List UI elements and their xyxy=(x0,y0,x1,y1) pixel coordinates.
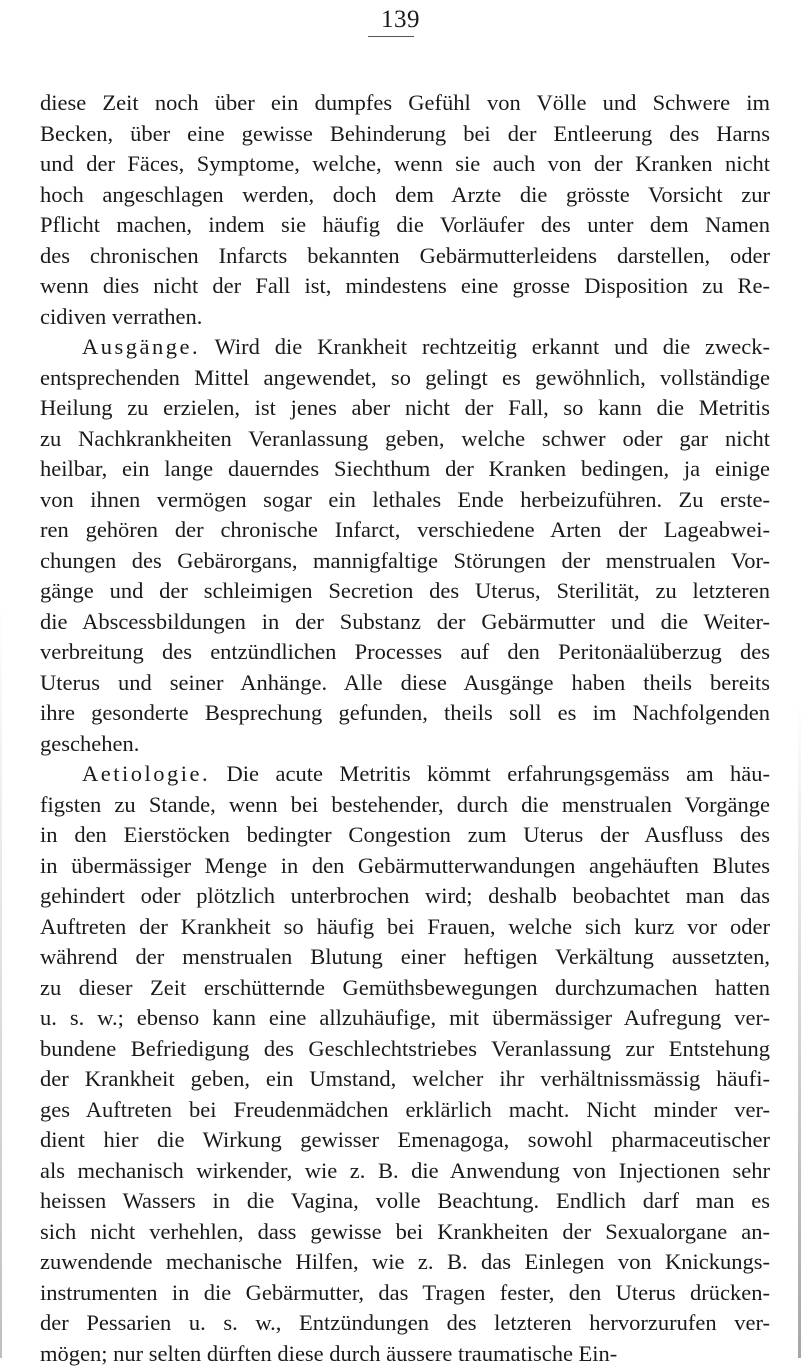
text-line: gänge und der schleimigen Secretion des Uterus, Sterilität, zu letzteren xyxy=(40,576,770,607)
text-line: Auftreten der Krankheit so häufig bei Frauen, welche sich kurz vor oder xyxy=(40,912,770,943)
text-line: des chronischen Infarcts bekannten Gebärmutterleidens darstellen, oder xyxy=(40,241,770,272)
text-line: zu dieser Zeit erschütternde Gemüthsbewegungen durchzumachen hatten xyxy=(40,973,770,1004)
text-line: und der Fäces, Symptome, welche, wenn sie auch von der Kranken nicht xyxy=(40,149,770,180)
text-line: diese Zeit noch über ein dumpfes Gefühl von Völle und Schwere im xyxy=(40,88,770,119)
text-line: verbreitung des entzündlichen Processes auf den Peritonäalüberzug des xyxy=(40,637,770,668)
paragraph-aetiologie-first-line xyxy=(40,759,770,790)
text-line: Uterus und seiner Anhänge. Alle diese Ausgänge haben theils bereits xyxy=(40,668,770,699)
text-line: zuwendende mechanische Hilfen, wie z. B. das Einlegen von Knickungs- xyxy=(40,1247,770,1278)
text-line: von ihnen vermögen sogar ein lethales Ende herbeizuführen. Zu erste- xyxy=(40,485,770,516)
text-line: Becken, über eine gewisse Behinderung bei der Entleerung des Harns xyxy=(40,119,770,150)
text-line: mögen; nur selten dürften diese durch äussere traumatische Ein- xyxy=(40,1339,770,1369)
page-number-rule xyxy=(368,36,414,37)
text-line: die Abscessbildungen in der Substanz der Gebärmutter und die Weiter- xyxy=(40,607,770,638)
section-heading-ausgaenge: Ausgänge. xyxy=(82,334,200,359)
text-line: gehindert oder plötzlich unterbrochen wird; deshalb beobachtet man das xyxy=(40,881,770,912)
text-line-tail: Wird die Krankheit rechtzeitig erkannt und die zweck- xyxy=(215,334,770,359)
text-line: während der menstrualen Blutung einer heftigen Verkältung aussetzten, xyxy=(40,942,770,973)
text-line: heissen Wassers in die Vagina, volle Beachtung. Endlich darf man es xyxy=(40,1186,770,1217)
text-line-tail: Die acute Metritis kömmt erfahrungsgemäss am häu- xyxy=(227,761,770,786)
text-line: cidiven verrathen. xyxy=(40,302,770,333)
text-line: hoch angeschlagen werden, doch dem Arzte die grösste Vorsicht zur xyxy=(40,180,770,211)
text-line: heilbar, ein lange dauerndes Siechthum der Kranken bedingen, ja einige xyxy=(40,454,770,485)
text-line: chungen des Gebärorgans, mannigfaltige Störungen der menstrualen Vor- xyxy=(40,546,770,577)
text-line: in den Eierstöcken bedingter Congestion zum Uterus der Ausfluss des xyxy=(40,820,770,851)
text-line: der Pessarien u. s. w., Entzündungen des letzteren hervorzurufen ver- xyxy=(40,1308,770,1339)
paragraph-ausgaenge-first-line xyxy=(40,332,770,363)
text-line: figsten zu Stande, wenn bei bestehender, durch die menstrualen Vorgänge xyxy=(40,790,770,821)
text-line: entsprechenden Mittel angewendet, so gelingt es gewöhnlich, vollständige xyxy=(40,363,770,394)
text-line: zu Nachkrankheiten Veranlassung geben, welche schwer oder gar nicht xyxy=(40,424,770,455)
text-line: als mechanisch wirkender, wie z. B. die Anwendung von Injectionen sehr xyxy=(40,1156,770,1187)
text-line: bundene Befriedigung des Geschlechtstriebes Veranlassung zur Entstehung xyxy=(40,1034,770,1065)
text-line: geschehen. xyxy=(40,729,770,760)
text-line: ges Auftreten bei Freudenmädchen erklärlich macht. Nicht minder ver- xyxy=(40,1095,770,1126)
text-line: dient hier die Wirkung gewisser Emenagoga, sowohl pharmaceutischer xyxy=(40,1125,770,1156)
text-line: Heilung zu erzielen, ist jenes aber nicht der Fall, so kann die Metritis xyxy=(40,393,770,424)
text-line: ren gehören der chronische Infarct, verschiedene Arten der Lageabwei- xyxy=(40,515,770,546)
section-heading-aetiologie: Aetiologie. xyxy=(82,761,210,786)
text-line: in übermässiger Menge in den Gebärmutterwandungen angehäuften Blutes xyxy=(40,851,770,882)
text-line: u. s. w.; ebenso kann eine allzuhäufige, mit übermässiger Aufregung ver- xyxy=(40,1003,770,1034)
text-line: sich nicht verhehlen, dass gewisse bei Krankheiten der Sexualorgane an- xyxy=(40,1217,770,1248)
text-line: instrumenten in die Gebärmutter, das Tragen fester, den Uterus drücken- xyxy=(40,1278,770,1309)
text-line: Pflicht machen, indem sie häufig die Vorläufer des unter dem Namen xyxy=(40,210,770,241)
scan-edge-shadow-left xyxy=(0,600,2,1358)
page-number: 139 xyxy=(381,6,420,34)
text-body xyxy=(40,88,770,1369)
text-line: ihre gesonderte Besprechung gefunden, theils soll es im Nachfolgenden xyxy=(40,698,770,729)
text-line: der Krankheit geben, ein Umstand, welcher ihr verhältnissmässig häufi- xyxy=(40,1064,770,1095)
text-line: wenn dies nicht der Fall ist, mindestens eine grosse Disposition zu Re- xyxy=(40,271,770,302)
